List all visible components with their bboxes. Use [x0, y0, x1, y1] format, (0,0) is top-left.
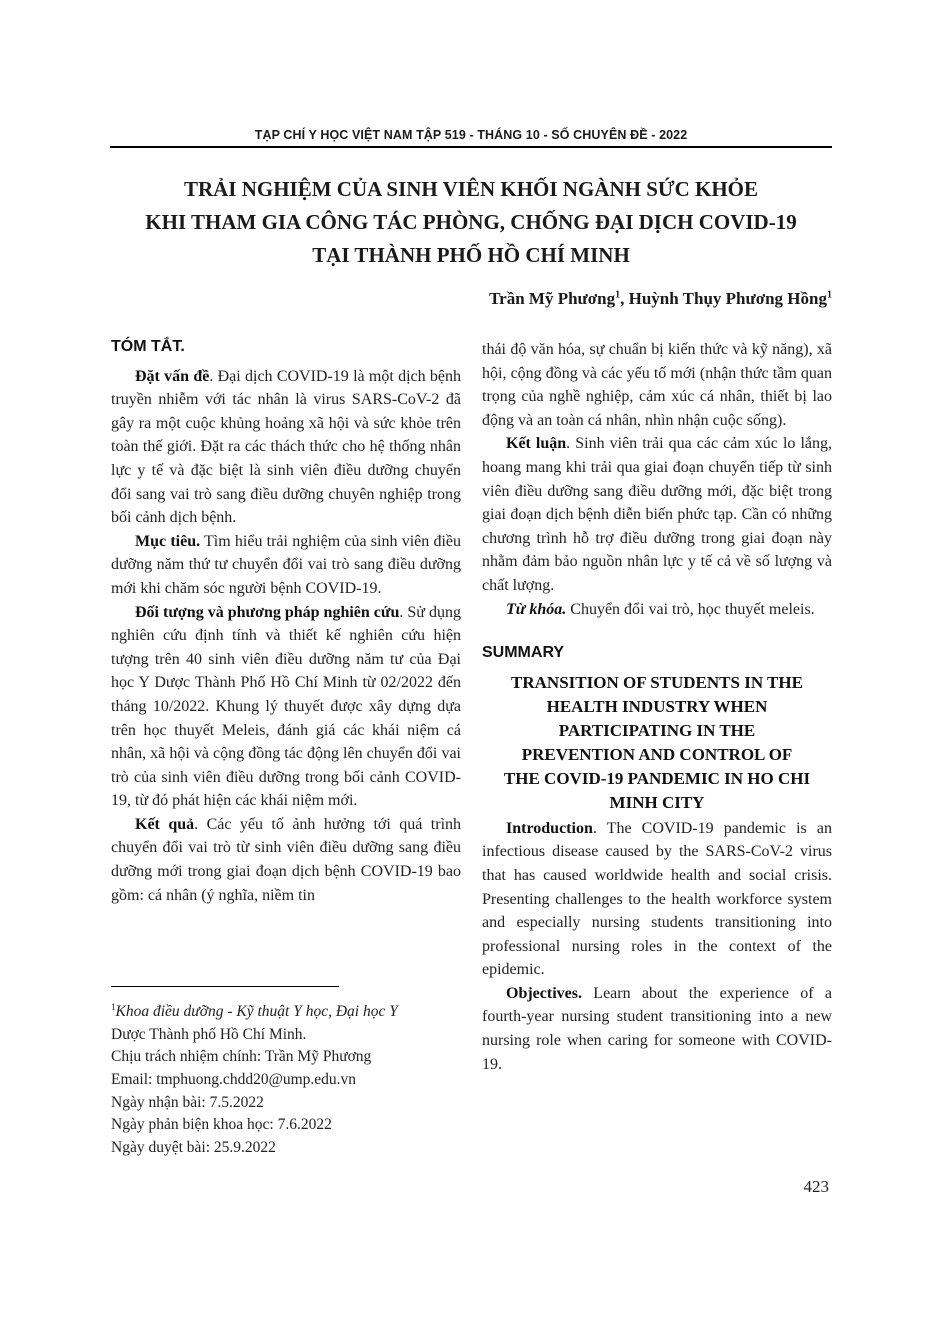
title-line-2: KHI THAM GIA CÔNG TÁC PHÒNG, CHỐNG ĐẠI DỊCH COVID-19: [145, 210, 797, 234]
label-dat-van-de: Đặt vấn đề: [135, 367, 210, 385]
para-objectives: [482, 982, 832, 1076]
footnote-received: Ngày nhận bài: 7.5.2022: [111, 1093, 264, 1111]
label-muc-tieu: Mục tiêu.: [135, 532, 201, 550]
text-muc-tieu: Tìm hiểu trải nghiệm của sinh viên điều dưỡng năm thứ tư chuyển đổi vai trò sang điều dưỡng mới khi chăm sóc người bệnh COVID-19.: [111, 532, 462, 597]
paper-title: [110, 173, 832, 272]
text-introduction: . The COVID-19 pandemic is an infectious disease caused by the SARS-CoV-2 virus that has caused worldwide health and social crisis. Presenting challenges to the health workforce system and especially nursing students transitioning into professional nursing roles in the context of the epidemic.: [482, 819, 832, 979]
author-1-affil: 1: [615, 289, 621, 301]
footnote-reviewed: Ngày phản biện khoa học: 7.6.2022: [111, 1116, 332, 1134]
footnote-divider: [111, 986, 339, 987]
para-muc-tieu: [111, 530, 461, 601]
page-number: 423: [803, 1177, 829, 1196]
label-doi-tuong: Đối tượng và phương pháp nghiên cứu: [135, 603, 400, 621]
label-tu-khoa: Từ khóa.: [506, 600, 567, 618]
text-objectives: Learn about the experience of a fourth-year nursing student transitioning into a new nursing role when caring for someone with COVID-19.: [482, 984, 832, 1073]
title-line-3: TẠI THÀNH PHỐ HỒ CHÍ MINH: [312, 243, 630, 267]
label-ket-luan: Kết luận: [506, 435, 567, 453]
text-ket-luan: . Sinh viên trải qua các cảm xúc lo lắng, hoang mang khi trải qua giai đoạn chuyển tiếp từ sinh viên điều dưỡng sang điều dưỡng mới, đặc biệt trong giai đoạn dịch bệnh diễn biến phức tạp. Cần có những chương trình hỗ trợ điều dưỡng trong giai đoạn này nhằm đảm bảo nguồn nhân lực y tế cả về số lượng và chất lượng.: [482, 435, 832, 594]
para-ket-qua: [111, 813, 461, 907]
para-tu-khoa: [482, 598, 832, 622]
footnote-accepted: Ngày duyệt bài: 25.9.2022: [111, 1138, 276, 1156]
para-dat-van-de: [111, 365, 461, 530]
para-ket-luan: [482, 432, 832, 597]
author-separator: ,: [620, 289, 629, 308]
journal-header: TẠP CHÍ Y HỌC VIỆT NAM TẬP 519 - THÁNG 10 - SỐ CHUYÊN ĐỀ - 2022: [110, 128, 832, 148]
summary-heading: SUMMARY: [482, 644, 565, 662]
text-doi-tuong: . Sử dụng nghiên cứu định tính và thiết kế nghiên cứu hiện tượng trên 40 sinh viên điều dưỡng năm tư của Đại học Y Dược Thành Phố Hồ Chí Minh từ 02/2022 đến tháng 10/2022. Khung lý thuyết được xây dựng dựa trên học thuyết Meleis, đánh giá các khái niệm cá nhân, xã hội và cộng đồng tác động lên chuyển đổi vai trò của sinh viên điều dưỡng trong bối cảnh COVID-19, từ đó phát hiện các khái niệm mới.: [111, 603, 461, 810]
label-ket-qua: Kết quả: [135, 815, 195, 833]
right-column: [482, 338, 832, 1076]
en-title-line-6: MINH CITY: [609, 792, 705, 812]
title-line-1: TRẢI NGHIỆM CỦA SINH VIÊN KHỐI NGÀNH SỨC KHỎE: [183, 177, 759, 201]
author-1: Trần Mỹ Phương: [489, 289, 616, 308]
text-ket-qua: . Các yếu tố ảnh hưởng tới quá trình chuyển đổi vai trò từ sinh viên điều dưỡng sang điều dưỡng mới trong giai đoạn dịch bệnh COVID-19 bao gồm: cá nhân (ý nghĩa, niềm tin: [111, 815, 462, 904]
text-tu-khoa: Chuyển đổi vai trò, học thuyết meleis.: [566, 600, 815, 618]
footnote-responsible: Chịu trách nhiệm chính: Trần Mỹ Phương: [111, 1048, 372, 1066]
para-introduction: [482, 817, 832, 982]
abstract-vi-heading: TÓM TẮT.: [111, 338, 185, 355]
para-ket-qua-cont: thái độ văn hóa, sự chuẩn bị kiến thức và kỹ năng), xã hội, cộng đồng và các yếu tố mới (nhận thức tầm quan trọng của nghề nghiệp, cảm xúc cá nhân, thiết bị lao động và an toàn cá nhân, nhìn nhận cuộc sống).: [482, 341, 832, 429]
en-title-line-3: PARTICIPATING IN THE: [558, 720, 756, 740]
label-introduction: Introduction: [506, 819, 593, 837]
footnote-affiliation: [111, 996, 461, 1024]
english-title: [482, 671, 832, 815]
footnote-affil-sup: 1: [111, 1002, 116, 1012]
label-objectives: Objectives.: [506, 984, 582, 1002]
author-2-affil: 1: [827, 289, 832, 301]
footnotes: [111, 996, 461, 1159]
en-title-line-1: TRANSITION OF STUDENTS IN THE: [511, 672, 803, 692]
para-doi-tuong: [111, 601, 461, 813]
footnote-email: Email: tmphuong.chdd20@ump.edu.vn: [111, 1070, 357, 1088]
left-column: [111, 335, 461, 907]
footnote-affil-text: Khoa điều dưỡng - Kỹ thuật Y học, Đại học Y: [115, 1003, 398, 1021]
footnote-affiliation-cont: Dược Thành phố Hồ Chí Minh.: [111, 1025, 307, 1043]
authors: [232, 289, 832, 309]
author-2: Huỳnh Thụy Phương Hồng: [628, 289, 827, 308]
en-title-line-5: THE COVID-19 PANDEMIC IN HO CHI: [503, 768, 811, 788]
en-title-line-2: HEALTH INDUSTRY WHEN: [546, 696, 768, 716]
en-title-line-4: PREVENTION AND CONTROL OF: [521, 744, 793, 764]
text-dat-van-de: . Đại dịch COVID-19 là một dịch bệnh truyền nhiễm với tác nhân là virus SARS-CoV-2 đã gây ra một cuộc khủng hoảng xã hội và sức khỏe trên toàn thế giới. Đặt ra các thách thức cho hệ thống nhân lực y tế và đặc biệt là sinh viên điều dưỡng chuyển đổi sang vai trò sang điều dưỡng chuyên nghiệp trong bối cảnh dịch bệnh.: [111, 367, 462, 527]
